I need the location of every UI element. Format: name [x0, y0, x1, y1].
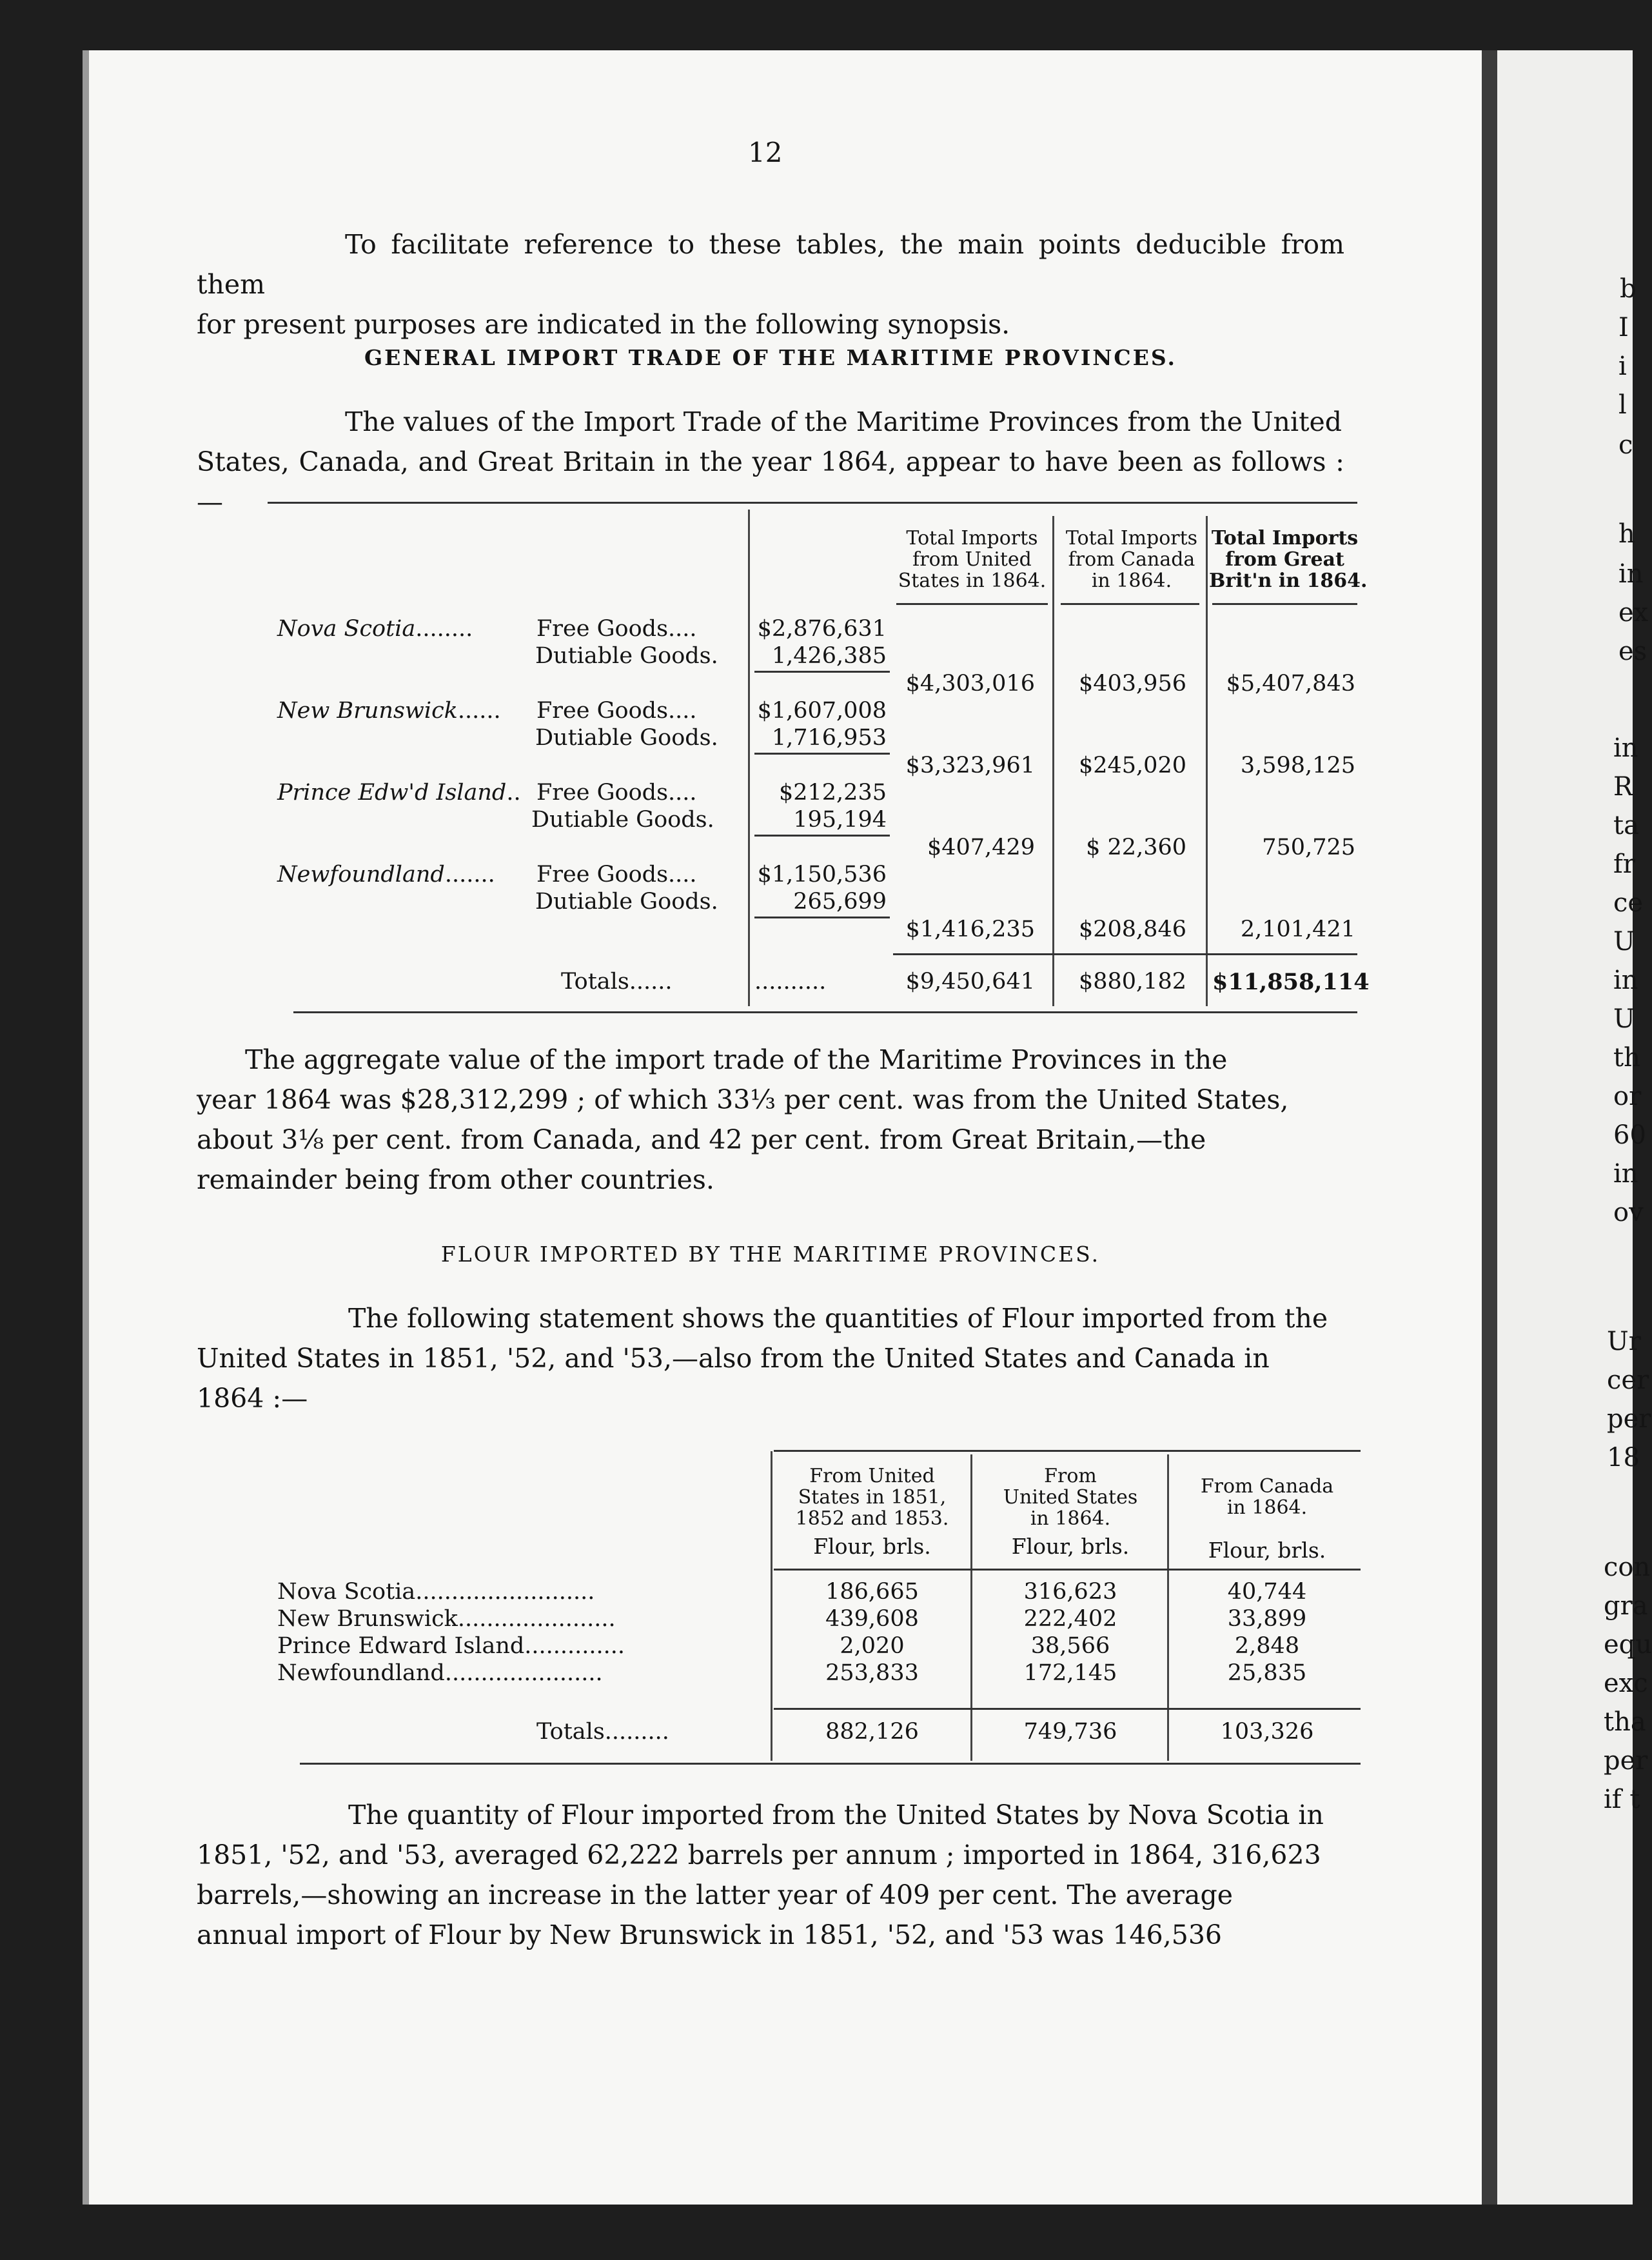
facing-fragment: Ur [1607, 1327, 1641, 1356]
row-gb-total: 2,101,421 [1240, 917, 1355, 942]
totals-gb: $11,858,114 [1212, 969, 1370, 995]
flour-value: 25,835 [1227, 1660, 1307, 1686]
row-dutiable-value: 265,699 [793, 889, 887, 915]
intro-line: To facilitate reference to these tables, the main points deducible from them [197, 229, 1344, 300]
facing-fragment: ex [1618, 598, 1649, 628]
row-province: Prince Edw'd Island.. [277, 780, 521, 806]
totals-rule [774, 1708, 1361, 1710]
header-canada-1864: From Canada in 1864. [1200, 1475, 1334, 1519]
row-province: Nova Scotia........ [277, 616, 473, 642]
row-gb-total: 3,598,125 [1240, 753, 1355, 778]
facing-fragment: gra [1604, 1591, 1648, 1621]
flour-total-value: 103,326 [1220, 1719, 1314, 1745]
row-us-total: $407,429 [927, 835, 1035, 860]
facing-fragment: l [1618, 390, 1627, 420]
header-rule [774, 1569, 1361, 1571]
facing-fragment: tha [1604, 1707, 1646, 1737]
facing-fragment: cer [1607, 1365, 1649, 1395]
facing-fragment: ce [1613, 888, 1644, 918]
column-divider [748, 510, 750, 1006]
paragraph-line: about 3⅛ per cent. from Canada, and 42 per cent. from Great Britain,—the [197, 1124, 1206, 1155]
header-canada-imports: Total Imports from Canada in 1864. [1065, 527, 1198, 592]
row-canada-total: $403,956 [1078, 671, 1186, 697]
column-divider [1167, 1454, 1169, 1761]
heading-flour-imported: FLOUR IMPORTED BY THE MARITIME PROVINCES. [440, 1242, 1101, 1267]
paragraph-line: United States in 1851, '52, and '53,—also from the United States and Canada in [197, 1343, 1270, 1374]
header-us-1851-53: From United States in 1851, 1852 and 1853. [795, 1465, 949, 1530]
facing-fragment: ta [1613, 811, 1639, 840]
totals-us: $9,450,641 [905, 969, 1035, 995]
facing-fragment: U [1613, 927, 1635, 957]
unit-label: Flour, brls. [813, 1534, 931, 1559]
row-us-total: $3,323,961 [905, 753, 1035, 778]
facing-fragment: 60 [1613, 1120, 1646, 1150]
flour-value: 253,833 [825, 1660, 919, 1686]
flour-value: 316,623 [1023, 1579, 1117, 1605]
facing-fragment: es [1618, 637, 1647, 666]
paragraph-line: annual import of Flour by New Brunswick in 1851, '52, and '53 was 146,536 [197, 1919, 1223, 1950]
flour-row-province: New Brunswick...................... [277, 1606, 616, 1632]
facing-fragment: in [1613, 1159, 1638, 1189]
row-dutiable-label: Dutiable Goods. [531, 807, 714, 833]
facing-fragment: 18 [1607, 1443, 1640, 1472]
facing-fragment: b [1620, 274, 1637, 304]
table-bottom-rule [293, 1011, 1357, 1013]
flour-total-value: 749,736 [1023, 1719, 1117, 1745]
paragraph-line: The values of the Import Trade of the Maritime Provinces from the United [345, 406, 1342, 437]
flour-value: 2,020 [840, 1633, 905, 1659]
facing-fragment: R [1613, 772, 1633, 802]
subtotal-rule [754, 671, 890, 673]
facing-page-edge [1497, 50, 1652, 2205]
unit-label: Flour, brls. [1011, 1534, 1130, 1559]
header-us-1864: From United States in 1864. [1003, 1465, 1138, 1530]
table-bottom-rule [300, 1763, 1361, 1765]
flour-value: 439,608 [825, 1606, 919, 1632]
facing-fragment: h [1618, 519, 1635, 549]
paragraph-line: The quantity of Flour imported from the United States by Nova Scotia in [348, 1799, 1324, 1830]
flour-quantity-paragraph [197, 1795, 1344, 1955]
row-free-value: $2,876,631 [757, 616, 887, 642]
flour-statement-paragraph [197, 1298, 1344, 1418]
totals-canada: $880,182 [1078, 969, 1186, 995]
table-top-rule [774, 1450, 1361, 1452]
row-gb-total: $5,407,843 [1226, 671, 1355, 697]
facing-fragment: exc [1604, 1669, 1648, 1698]
subtotal-rule [754, 835, 890, 837]
flour-total-value: 882,126 [825, 1719, 919, 1745]
header-rule [1061, 603, 1199, 605]
row-dutiable-value: 1,426,385 [771, 643, 887, 669]
facing-fragment: con [1604, 1552, 1651, 1582]
row-free-label: Free Goods.... [536, 862, 697, 887]
flour-value: 222,402 [1023, 1606, 1117, 1632]
totals-label: Totals...... [561, 969, 673, 995]
row-canada-total: $245,020 [1078, 753, 1186, 778]
row-free-label: Free Goods.... [536, 616, 697, 642]
row-us-total: $1,416,235 [905, 917, 1035, 942]
flour-totals-label: Totals......... [536, 1719, 669, 1745]
aggregate-paragraph [197, 1040, 1344, 1200]
row-canada-total: $208,846 [1078, 917, 1186, 942]
flour-row-province: Prince Edward Island.............. [277, 1633, 625, 1659]
facing-fragment: in [1613, 733, 1638, 763]
column-divider [771, 1451, 772, 1761]
flour-value: 40,744 [1227, 1579, 1307, 1605]
flour-value: 33,899 [1227, 1606, 1307, 1632]
row-province: Newfoundland....... [277, 862, 495, 887]
row-dutiable-value: 195,194 [793, 807, 887, 833]
row-free-value: $1,150,536 [757, 862, 887, 887]
paragraph-line: barrels,—showing an increase in the latter year of 409 per cent. The average [197, 1879, 1233, 1910]
paragraph-line: year 1864 was $28,312,299 ; of which 33⅓ per cent. was from the United States, [197, 1084, 1289, 1115]
row-free-label: Free Goods.... [536, 780, 697, 806]
totals-rule [893, 953, 1357, 955]
book-spine [1482, 50, 1497, 2205]
row-dutiable-label: Dutiable Goods. [535, 889, 718, 915]
facing-fragment: fr [1613, 849, 1635, 879]
flour-value: 2,848 [1234, 1633, 1300, 1659]
unit-label: Flour, brls. [1208, 1538, 1326, 1563]
import-values-paragraph [197, 402, 1344, 522]
subtotal-rule [754, 753, 890, 755]
facing-fragment: per [1604, 1746, 1648, 1776]
row-free-label: Free Goods.... [536, 698, 697, 724]
paragraph-line: 1864 :— [197, 1383, 308, 1414]
paragraph-line: States, Canada, and Great Britain in the year 1864, appear to have been as follows :— [197, 446, 1344, 517]
row-dutiable-label: Dutiable Goods. [535, 725, 718, 751]
facing-fragment: I [1618, 313, 1629, 342]
flour-value: 172,145 [1023, 1660, 1117, 1686]
facing-fragment: if t [1604, 1785, 1640, 1814]
row-dutiable-value: 1,716,953 [771, 725, 887, 751]
page-number: 12 [748, 137, 783, 168]
flour-row-province: Newfoundland...................... [277, 1660, 603, 1686]
paragraph-line: The aggregate value of the import trade of the Maritime Provinces in the [245, 1044, 1228, 1075]
row-dutiable-label: Dutiable Goods. [535, 643, 718, 669]
header-us-imports: Total Imports from United States in 1864. [898, 527, 1047, 592]
facing-fragment: ov [1613, 1198, 1644, 1227]
heading-general-import: GENERAL IMPORT TRADE OF THE MARITIME PROVINCES. [364, 345, 1177, 370]
facing-fragment: c [1618, 430, 1633, 460]
paragraph-line: remainder being from other countries. [197, 1164, 714, 1195]
flour-value: 38,566 [1030, 1633, 1110, 1659]
paragraph-line: The following statement shows the quantities of Flour imported from the [348, 1303, 1328, 1334]
facing-fragment: equ [1604, 1630, 1652, 1660]
row-free-value: $1,607,008 [757, 698, 887, 724]
header-gb-imports: Total Imports from Great Brit'n in 1864. [1209, 527, 1368, 592]
intro-paragraph [197, 224, 1344, 344]
facing-fragment: in [1618, 559, 1644, 589]
row-gb-total: 750,725 [1262, 835, 1355, 860]
facing-fragment: or [1613, 1082, 1642, 1111]
paragraph-line: 1851, '52, and '53, averaged 62,222 barrels per annum ; imported in 1864, 316,623 [197, 1839, 1321, 1870]
table-top-rule [268, 502, 1357, 504]
totals-dots: .......... [754, 969, 827, 995]
facing-fragment: U [1613, 1004, 1635, 1034]
row-canada-total: $ 22,360 [1086, 835, 1186, 860]
facing-fragment: th [1613, 1043, 1640, 1073]
facing-fragment: in [1613, 966, 1638, 995]
header-rule [1212, 603, 1357, 605]
header-rule [896, 603, 1048, 605]
row-us-total: $4,303,016 [905, 671, 1035, 697]
facing-fragment: i [1618, 352, 1627, 381]
flour-value: 186,665 [825, 1579, 919, 1605]
row-free-value: $212,235 [778, 780, 887, 806]
column-divider [970, 1454, 972, 1761]
row-province: New Brunswick...... [277, 698, 501, 724]
facing-fragment: per [1607, 1404, 1651, 1434]
subtotal-rule [754, 917, 890, 918]
intro-line: for present purposes are indicated in the following synopsis. [197, 309, 1010, 340]
flour-row-province: Nova Scotia......................... [277, 1579, 595, 1605]
